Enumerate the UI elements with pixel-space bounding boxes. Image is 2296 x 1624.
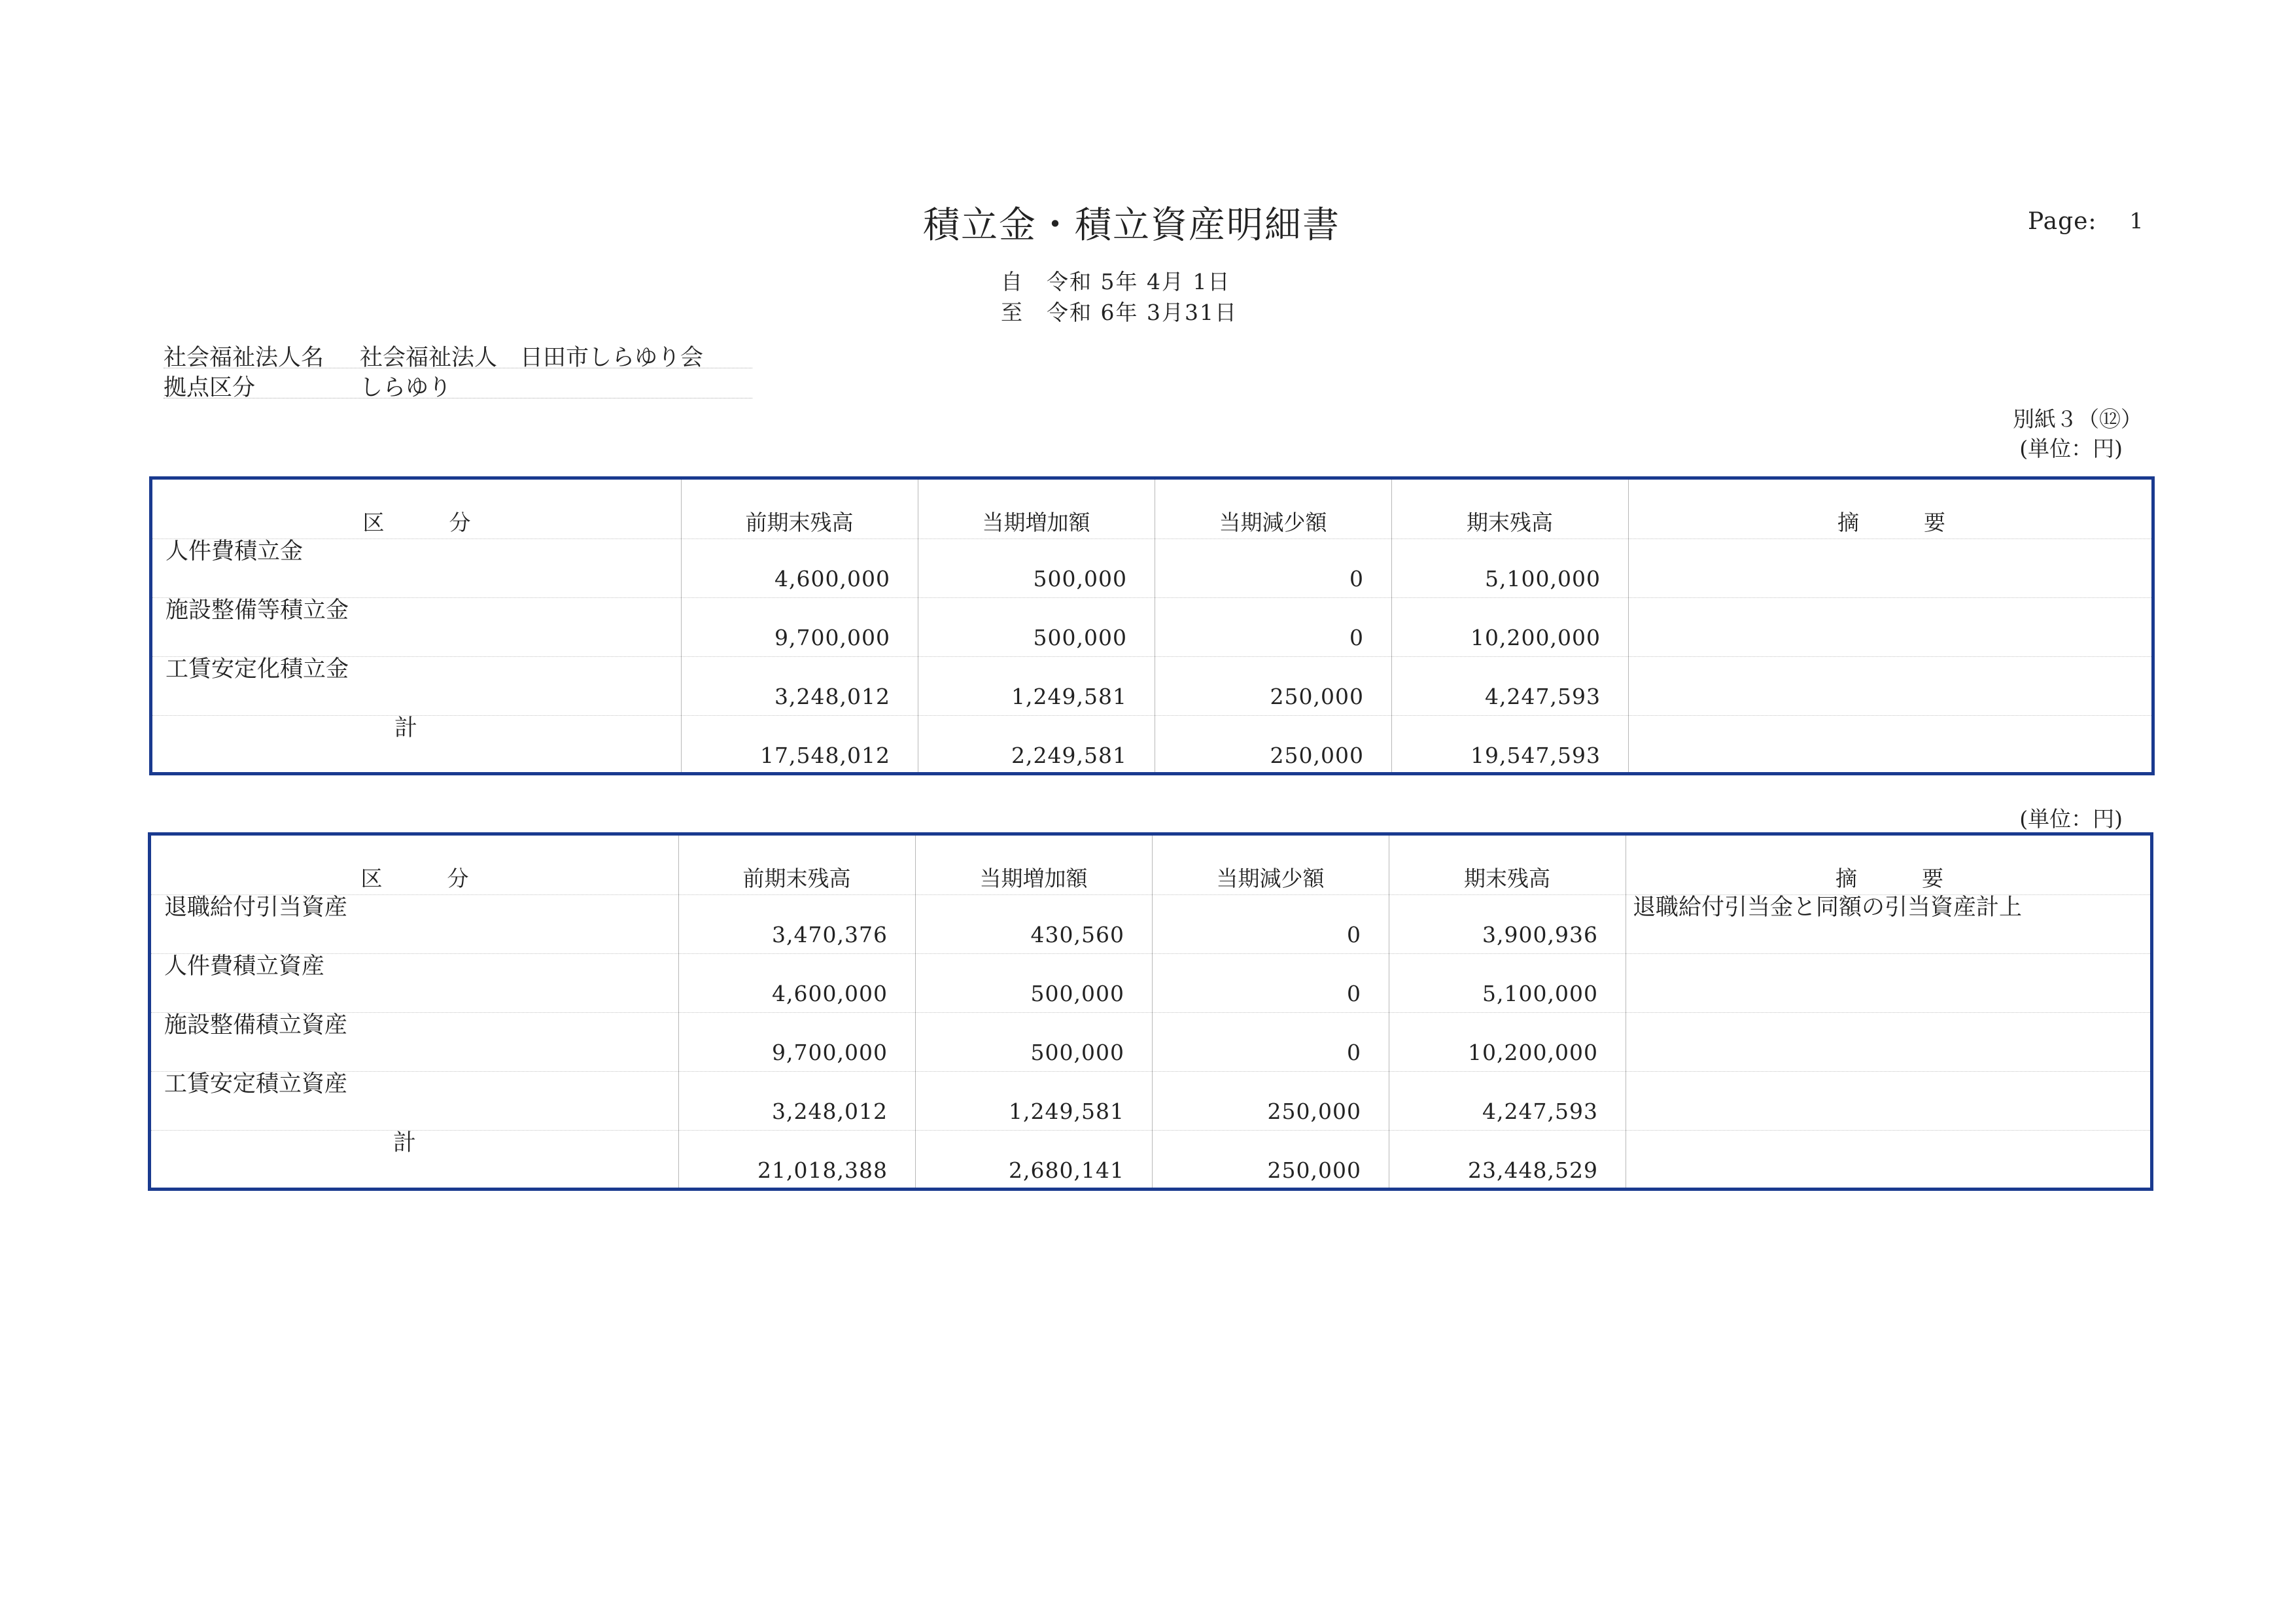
header-end-balance: 期末残高 [1464, 866, 1550, 891]
period-from-date: 令和 5年 4月 1日 [1047, 269, 1231, 294]
row-category: 工賃安定積立資産 [164, 1071, 348, 1097]
cell-increase: 1,249,581 [1009, 1099, 1124, 1124]
base-label: 拠点区分 [164, 375, 256, 401]
header-memo: 摘 要 [1835, 866, 1943, 891]
page-indicator [2028, 208, 2144, 235]
cell-increase: 500,000 [1033, 625, 1127, 650]
cell-memo: 退職給付引当金と同額の引当資産計上 [1633, 894, 2023, 921]
period-to-label: 至 [1001, 300, 1024, 325]
cell-prev-balance: 3,248,012 [772, 1099, 888, 1124]
header-prev-balance: 前期末残高 [745, 510, 854, 535]
period-from-label: 自 [1001, 269, 1024, 294]
row-divider [152, 715, 2151, 716]
row-divider [152, 538, 2151, 539]
total-increase: 2,249,581 [1011, 743, 1127, 768]
header-memo: 摘 要 [1837, 510, 1945, 535]
page-label: Page: [2028, 208, 2097, 235]
cell-decrease: 0 [1349, 625, 1364, 650]
cell-end-balance: 5,100,000 [1482, 981, 1598, 1006]
cell-prev-balance: 9,700,000 [772, 1040, 888, 1065]
header-decrease: 当期減少額 [1219, 510, 1327, 535]
header-decrease: 当期減少額 [1216, 866, 1325, 891]
cell-end-balance: 10,200,000 [1468, 1040, 1598, 1065]
total-increase: 2,680,141 [1009, 1157, 1124, 1183]
cell-prev-balance: 3,248,012 [774, 684, 890, 709]
unit-label-2: (単位：円) [2019, 806, 2123, 832]
row-category: 工賃安定化積立金 [165, 656, 349, 682]
asset-table [148, 832, 2153, 1191]
row-category: 施設整備等積立金 [165, 597, 349, 624]
cell-decrease: 0 [1347, 1040, 1361, 1065]
cell-end-balance: 5,100,000 [1485, 566, 1601, 591]
total-label: 計 [393, 1130, 417, 1156]
cell-prev-balance: 9,700,000 [774, 625, 890, 650]
total-decrease: 250,000 [1267, 1157, 1361, 1183]
period-to-date: 令和 6年 3月31日 [1047, 300, 1238, 325]
cell-decrease: 250,000 [1267, 1099, 1361, 1124]
total-decrease: 250,000 [1270, 743, 1364, 768]
total-label: 計 [394, 715, 418, 741]
period-to [1001, 296, 1238, 327]
header-category: 区 分 [362, 510, 471, 535]
cell-increase: 1,249,581 [1011, 684, 1127, 709]
header-prev-balance: 前期末残高 [742, 866, 851, 891]
header-increase: 当期増加額 [979, 866, 1088, 891]
cell-end-balance: 4,247,593 [1482, 1099, 1598, 1124]
period-from [1001, 265, 1230, 296]
form-id: 別紙３（⑫） [2013, 406, 2142, 432]
corporation-name: 社会福祉法人 日田市しらゆり会 [360, 345, 704, 371]
header-end-balance: 期末残高 [1467, 510, 1553, 535]
corporation-label: 社会福祉法人名 [164, 345, 324, 371]
row-category: 人件費積立資産 [164, 953, 325, 980]
page-number: 1 [2129, 208, 2144, 234]
reserve-table [149, 476, 2155, 775]
cell-increase: 500,000 [1033, 566, 1127, 591]
document-title: 積立金・積立資産明細書 [923, 204, 1340, 247]
total-prev-balance: 17,548,012 [760, 743, 890, 768]
cell-increase: 430,560 [1030, 922, 1124, 947]
cell-decrease: 250,000 [1270, 684, 1364, 709]
row-category: 施設整備積立資産 [164, 1012, 348, 1038]
row-category: 人件費積立金 [165, 538, 304, 565]
row-divider [152, 597, 2151, 598]
row-divider [151, 1012, 2150, 1013]
cell-end-balance: 10,200,000 [1470, 625, 1601, 650]
row-divider [151, 953, 2150, 954]
cell-decrease: 0 [1349, 566, 1364, 591]
header-increase: 当期増加額 [982, 510, 1090, 535]
row-category: 退職給付引当資産 [164, 894, 348, 921]
unit-label-1: (単位：円) [2019, 436, 2123, 461]
cell-prev-balance: 4,600,000 [774, 566, 890, 591]
cell-increase: 500,000 [1030, 1040, 1124, 1065]
header-category: 区 分 [360, 866, 469, 891]
cell-increase: 500,000 [1030, 981, 1124, 1006]
cell-end-balance: 4,247,593 [1485, 684, 1601, 709]
cell-prev-balance: 3,470,376 [772, 922, 888, 947]
base-name: しらゆり [360, 375, 452, 401]
row-divider [151, 1130, 2150, 1131]
total-prev-balance: 21,018,388 [757, 1157, 888, 1183]
row-divider [152, 656, 2151, 657]
cell-prev-balance: 4,600,000 [772, 981, 888, 1006]
row-divider [151, 1071, 2150, 1072]
cell-decrease: 0 [1347, 922, 1361, 947]
total-end-balance: 19,547,593 [1470, 743, 1601, 768]
total-end-balance: 23,448,529 [1468, 1157, 1598, 1183]
cell-end-balance: 3,900,936 [1482, 922, 1598, 947]
cell-decrease: 0 [1347, 981, 1361, 1006]
